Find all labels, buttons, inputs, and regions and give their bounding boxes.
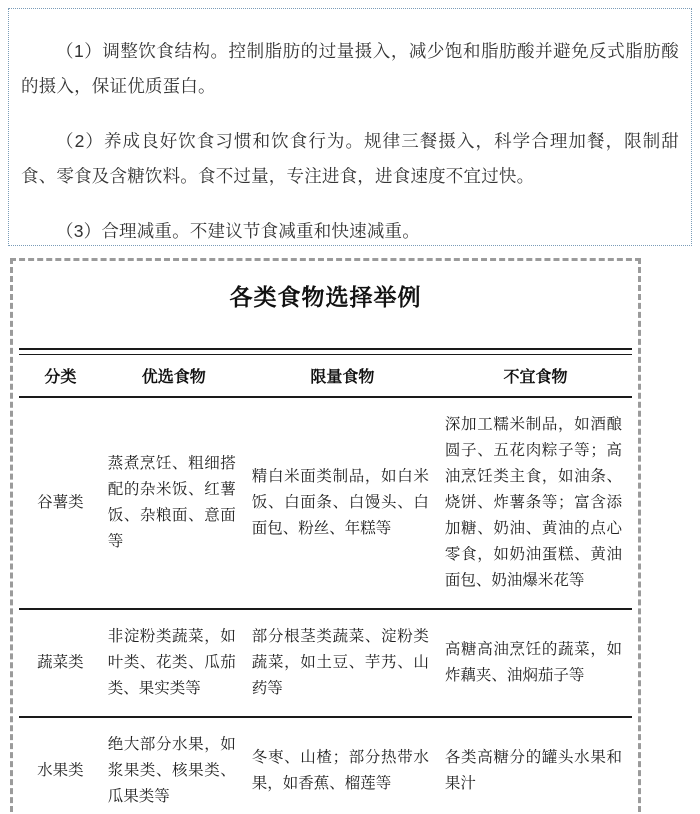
table-top-double-rule <box>19 348 632 355</box>
cell-limited: 精白米面类制品，如白米饭、白面条、白馒头、白面包、粉丝、年糕等 <box>246 397 439 609</box>
cell-limited: 冬枣、山楂；部分热带水果，如香蕉、榴莲等 <box>246 717 439 814</box>
notice-paragraph-1: （1）调整饮食结构。控制脂肪的过量摄入，减少饱和脂肪酸并避免反式脂肪酸的摄入，保证优质蛋白。 <box>21 41 679 96</box>
notice-paragraph-3: （3）合理减重。不建议节食减重和快速减重。 <box>56 221 420 241</box>
table-header-row <box>19 355 632 397</box>
table-row-vegetables <box>19 609 632 717</box>
cell-category: 水果类 <box>19 717 102 814</box>
table-row-grains-tubers <box>19 397 632 609</box>
table-title: 各类食物选择举例 <box>229 285 422 310</box>
cell-limited: 部分根茎类蔬菜、淀粉类蔬菜，如土豆、芋艿、山药等 <box>246 609 439 717</box>
cell-category: 谷薯类 <box>19 397 102 609</box>
notice-paragraph-2: （2）养成良好饮食习惯和饮食行为。规律三餐摄入，科学合理加餐，限制甜食、零食及含糖饮料。食不过量，专注进食，进食速度不宜过快。 <box>21 131 679 186</box>
notice-box <box>8 8 692 246</box>
cell-preferred: 蒸煮烹饪、粗细搭配的杂米饭、红薯饭、杂粮面、意面等 <box>102 397 246 609</box>
cell-avoid: 高糖高油烹饪的蔬菜，如炸藕夹、油焖茄子等 <box>439 609 632 717</box>
column-header-avoid-foods: 不宜食物 <box>439 355 632 397</box>
column-header-preferred-foods: 优选食物 <box>102 355 246 397</box>
cell-preferred: 非淀粉类蔬菜，如叶类、花类、瓜茄类、果实类等 <box>102 609 246 717</box>
cell-category: 蔬菜类 <box>19 609 102 717</box>
food-selection-table-box <box>10 258 641 814</box>
column-header-category: 分类 <box>19 355 102 397</box>
cell-avoid: 深加工糯米制品，如酒酿圆子、五花肉粽子等；高油烹饪类主食，如油条、烧饼、炸薯条等；富含添加糖、奶油、黄油的点心零食，如奶油蛋糕、黄油面包、奶油爆米花等 <box>439 397 632 609</box>
food-selection-table <box>19 355 632 814</box>
cell-avoid: 各类高糖分的罐头水果和果汁 <box>439 717 632 814</box>
column-header-limited-foods: 限量食物 <box>246 355 439 397</box>
table-row-fruits <box>19 717 632 814</box>
cell-preferred: 绝大部分水果，如浆果类、核果类、瓜果类等 <box>102 717 246 814</box>
